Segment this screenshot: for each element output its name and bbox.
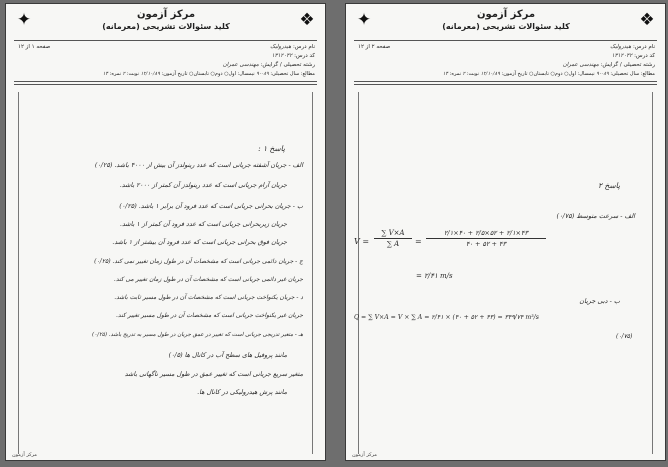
divider [354,40,657,41]
date-label: تاریخ آزمون: [161,71,188,77]
answer-line: جریان غیر دائمی جریانی است که مشخصات آن در طول زمان تغییر می کند. [113,276,303,283]
divider [14,84,317,85]
divider [14,40,317,41]
grade-label: نمره: [109,71,121,77]
institute-title: مرکز آزمون [136,9,196,20]
course-code-value: ۱۳۱۲۰۴۲ [611,53,633,59]
margin-line [18,92,19,454]
velocity-substitution-numerator: ۲/۱×۴۰ + ۲/۵×۵۲ + ۲/۱×۴۳ [444,229,528,237]
discharge-score: (۰/۷۵) [616,333,633,340]
sheet-subtitle: کلید سئوالات تشریحی (معرمانه) [102,22,230,31]
year-value: ۸۹-۹۰ [596,71,609,77]
answer-line: جریان زیربحرانی جریانی است که عدد فرود آن کمتر از ۱ باشد. [119,220,287,228]
sheet-title [76,9,256,31]
exam-info-row [443,71,655,77]
velocity-lhs: V = [354,237,370,246]
exam-center-logo-icon: ❖ [299,10,315,30]
velocity-result: = ۲/۴۱ m/s [416,272,453,280]
divider [354,81,657,82]
course-code-value: ۱۳۱۲۰۴۲ [271,53,293,59]
author-label: مطالع: [640,71,655,77]
field-value: مهندسی عمران [562,62,599,68]
exam-info-row [103,71,315,77]
answer-sheet-page-2 [345,3,666,461]
grade-value: ۱۴ [102,71,109,77]
date-value: ۱۲/۱۰/۸۹ [140,71,160,77]
grade-label: نمره: [449,71,461,77]
course-name-label: نام درس: [632,44,655,50]
velocity-fraction [374,229,412,248]
answer-line: ج - جریان دائمی جریانی است که مشخصات آن در طول زمان تغییر نمی کند. (۰/۲۵) [94,258,303,265]
exam-center-logo-icon: ❖ [639,10,655,30]
discharge-equation: Q = ∑ V×A = V × ∑ A = ۲/۴۱ × (۴۰ + ۵۲ + ۴۳) = ۳۴۹/۷۴ m³/s [354,314,539,321]
year-label: سال تحصیلی: [610,71,640,77]
course-name-value: هیدرولیک [270,44,292,50]
sheet-subtitle: کلید سئوالات تشریحی (معرمانه) [442,22,570,31]
fraction-bar [374,238,412,239]
course-name-row [610,44,655,50]
margin-line [312,92,313,454]
margin-line [652,92,653,454]
course-name-value: هیدرولیک [610,44,632,50]
footer-text: مرکز آزمون [12,452,37,458]
answer-line: د - جریان یکنواخت جریانی است که مشخصات آن در طول مسیر ثابت باشد. [114,294,303,301]
answer-line: متغیر سریع جریانی است که تغییر عمق در طول مسیر ناگهانی باشد [124,370,303,378]
divider [354,84,657,85]
session-label: نوبت: [126,71,139,77]
velocity-substitution [426,229,546,248]
equals-sign: = [415,237,422,246]
answer-line: جریان غیر یکنواخت جریانی است که مشخصات آن در طول مسیر تغییر کند. [116,312,303,319]
field-label: رشته تحصیلی / گرایش: [600,62,655,68]
fraction-bar [426,238,546,239]
institute-title: مرکز آزمون [476,9,536,20]
field-value: مهندسی عمران [222,62,259,68]
page-counter: صفحه ۱ از ۱۲ [18,44,51,50]
answer-line: هـ - متغیر تدریجی جریانی است که تغییر در عمق جریان در طول مسیر به تدریج باشد. (۰/۲۵) [92,332,303,338]
course-code-row [612,53,655,59]
session-value: ۲ [462,71,466,77]
field-label: رشته تحصیلی / گرایش: [260,62,315,68]
session-label: نوبت: [466,71,479,77]
year-value: ۸۹-۹۰ [256,71,269,77]
sheet-title [416,9,596,31]
university-logo-icon: ✦ [356,10,372,30]
velocity-fraction-denominator: ∑ A [386,240,400,248]
course-name-row [270,44,315,50]
answer-sheet-page-1 [5,3,326,461]
margin-line [358,92,359,454]
answer-line: ب - جریان بحرانی جریانی است که عدد فرود آن برابر ۱ باشد. (۰/۲۵) [119,202,303,210]
answer-line: جریان فوق بحرانی جریانی است که عدد فرود آن بیشتر از ۱ باشد. [112,238,287,246]
part-a-label: الف - سرعت متوسط (۰/۷۵) [556,212,635,220]
grade-value: ۱۴ [442,71,449,77]
part-b-label: ب - دبی جریان [579,297,620,305]
answer-line: مانند پرش هیدرولیکی در کانال ها. [197,388,287,396]
answer-heading: پاسخ ۱ : [258,144,285,153]
answer-line: جریان آرام جریانی است که عدد رینولدز آن کمتر از ۲۰۰۰ باشد. [119,181,287,189]
field-row [223,62,315,68]
author-label: مطالع: [300,71,315,77]
course-code-label: کد درس: [294,53,315,59]
course-name-label: نام درس: [292,44,315,50]
semester-label: نیمسال: اول○ دوم○ تابستان○ [189,71,255,77]
course-code-label: کد درس: [634,53,655,59]
answer-heading: پاسخ ۲ [598,181,620,190]
date-value: ۱۲/۱۰/۸۹ [480,71,500,77]
footer-text: مرکز آزمون [352,452,377,458]
semester-label: نیمسال: اول○ دوم○ تابستان○ [529,71,595,77]
velocity-fraction-numerator: ∑ V×A [381,229,405,237]
page-counter: صفحه ۲ از ۱۲ [358,44,391,50]
date-label: تاریخ آزمون: [501,71,528,77]
course-code-row [272,53,315,59]
answer-line: الف - جریان آشفته جریانی است که عدد رینولدز آن بیش از ۴۰۰۰ باشد. (۰/۲۵) [94,161,303,169]
field-row [563,62,655,68]
divider [14,81,317,82]
university-logo-icon: ✦ [16,10,32,30]
answer-line: مانند پروفیل های سطح آب در کانال ها (۰/۵) [168,351,287,359]
velocity-substitution-denominator: ۴۰ + ۵۲ + ۴۳ [465,240,507,248]
session-value: ۲ [122,71,126,77]
year-label: سال تحصیلی: [270,71,300,77]
